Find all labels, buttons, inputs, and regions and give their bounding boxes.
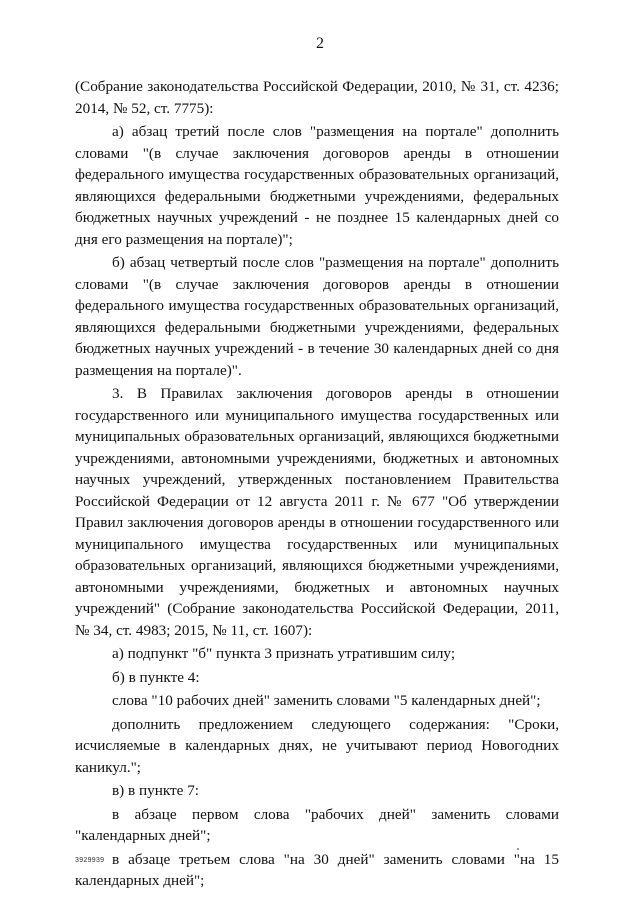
paragraph-item-b: б) абзац четвертый после слов "размещения на портале" дополнить словами "(в случае заключения договоров аренды в отношении федерального имущества государственных образовательных организаций, являющихся федеральными бюджетными учреждениями, федеральных бюджетных научных учреждений - в течение 30 календарных дней со дня размещения на портале)". [75, 254, 559, 379]
document-body [75, 76, 559, 892]
paragraph-third-abzac: в абзаце третьем слова "на 30 дней" заменить словами "на 15 календарных дней"; [75, 850, 559, 889]
document-code: 3929939 [75, 857, 105, 864]
paragraph-add-sentence: дополнить предложением следующего содержания: "Сроки, исчисляемые в календарных днях, не учитывают период Новогодних каникул."; [75, 715, 559, 776]
page-number: 2 [316, 35, 324, 52]
paragraph-first-abzac: в абзаце первом слова "рабочих дней" заменить словами "календарных дней"; [75, 805, 559, 844]
paragraph-subitem-c: в) в пункте 7: [112, 782, 200, 799]
paragraph-item-a: а) абзац третий после слов "размещения на портале" дополнить словами "(в случае заключения договоров аренды в отношении федерального имущества государственных образовательных организаций, являющихся федеральными бюджетными учреждениями, федеральных бюджетных научных учреждений - не позднее 15 календарных дней со дня его размещения на портале)"; [75, 123, 559, 248]
scan-speck [517, 848, 519, 850]
paragraph-replace-working-days: слова "10 рабочих дней" заменить словами "5 календарных дней"; [112, 692, 541, 709]
paragraph-subitem-a: а) подпункт "б" пункта 3 признать утратившим силу; [112, 645, 456, 662]
paragraph-source-reference: (Собрание законодательства Российской Федерации, 2010, № 31, ст. 4236; 2014, № 52, ст. 7775): [75, 78, 559, 117]
paragraph-section-3: 3. В Правилах заключения договоров аренды в отношении государственного или муниципального имущества государственных или муниципальных образовательных организаций, являющихся бюджетными учреждениями, автономными учреждениями, бюджетных и автономных научных учреждений, утвержденных постановлением Правительства Российской Федерации от 12 августа 2011 г. № 677 "Об утверждении Правил заключения договоров аренды в отношении государственного или муниципального имущества государственных или муниципальных образовательных организаций, являющихся бюджетными учреждениями, автономными учреждениями, бюджетных и автономных научных учреждений" (Собрание законодательства Российской Федерации, 2011, № 34, ст. 4983; 2015, № 11, ст. 1607): [75, 385, 559, 639]
paragraph-subitem-b: б) в пункте 4: [112, 668, 200, 686]
